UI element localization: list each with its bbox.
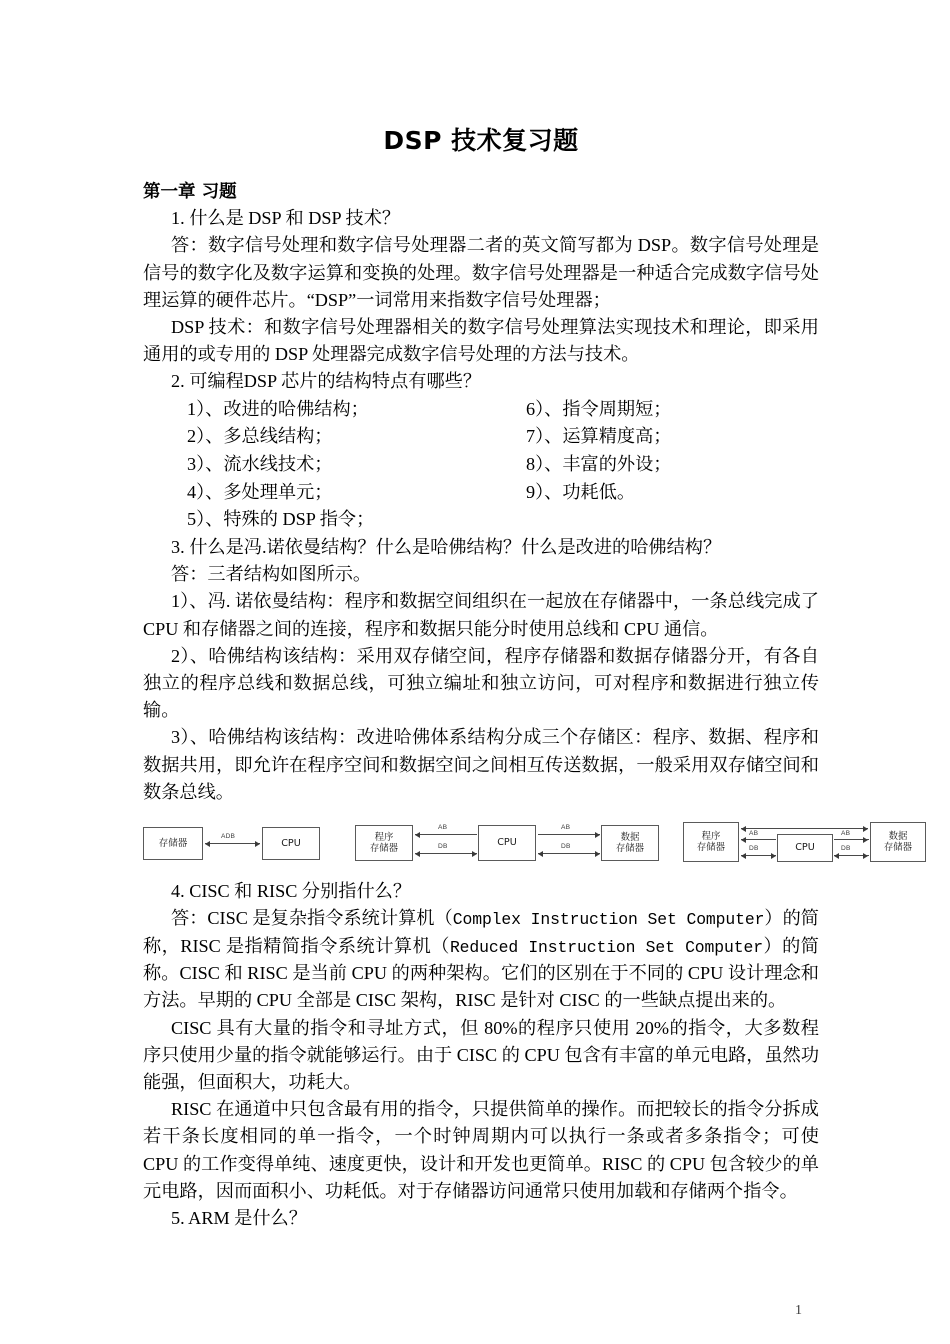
q4-answer-part2: ）的简称，RISC 是指精简指令系统计算机（ <box>143 908 819 956</box>
question-3-item-3: 3）、哈佛结构该结构：改进哈佛体系结构分成三个存储区：程序、数据、程序和数据共用，即允许在程序空间和数据空间之间相互传送数据，一般采用双存储空间和数条总线。 <box>143 727 819 802</box>
arrow-right-icon <box>863 826 868 832</box>
bus-line <box>205 843 260 844</box>
list-item: 9）、功耗低。 <box>526 481 636 502</box>
question-3-prompt: 3. 什么是冯.诺依曼结构？什么是哈佛结构？什么是改进的哈佛结构？ <box>171 536 722 557</box>
arrow-left-icon <box>415 832 420 838</box>
db-bus-line-right <box>538 853 600 854</box>
figure-von-neumann-architecture <box>143 814 308 860</box>
ab-bus-line-left <box>415 834 477 835</box>
memory-block: 存储器 <box>143 827 203 860</box>
data-memory-label-line1: 数据 <box>888 830 908 842</box>
question-1-answer-paragraph-1: 答：数字信号处理和数字信号处理器二者的英文简写都为 DSP。数字信号处理是信号的数字化及数字运算和变换的处理。数字信号处理器是一种适合完成数字信号处理运算的硬件芯片。“DSP”一词常用来指数字信号处理器； <box>143 235 819 310</box>
arrow-right-icon <box>255 841 260 847</box>
q4-cisc-expansion: Complex Instruction Set Computer <box>452 910 765 930</box>
cpu-block: CPU <box>478 825 536 861</box>
arrow-left-icon <box>205 841 210 847</box>
bus-label-db-left: DB <box>749 844 759 852</box>
list-item: 3）、流水线技术； <box>187 453 333 474</box>
bus-label-db-left: DB <box>438 842 448 850</box>
question-4-answer-paragraph-2: CISC 具有大量的指令和寻址方式，但 80%的程序只使用 20%的指令，大多数程序只使用少量的指令就能够运行。由于 CISC 的 CPU 包含有丰富的单元电路，虽然功能强，但面积大，功耗大。 <box>143 1017 820 1093</box>
question-4-answer-paragraph-1 <box>143 905 819 1014</box>
program-memory-label-line2: 存储器 <box>696 841 726 853</box>
question-3-item-2: 2）、哈佛结构该结构：采用双存储空间，程序存储器和数据存储器分开，有各自独立的程序总线和数据总线，可独立编址和独立访问，可对程序和数据进行独立传输。 <box>143 645 819 721</box>
q4-risc-expansion: Reduced Instruction Set Computer <box>449 937 763 957</box>
arrow-left-icon <box>834 853 839 859</box>
arrow-right-icon <box>863 853 868 859</box>
arrow-right-icon <box>595 832 600 838</box>
list-item: 5）、特殊的 DSP 指令； <box>187 509 375 530</box>
question-5-prompt: 5. ARM 是什么？ <box>171 1208 307 1229</box>
list-item: 6）、指令周期短； <box>526 398 672 419</box>
data-memory-label-line2: 存储器 <box>615 842 645 854</box>
architecture-diagrams <box>143 814 913 872</box>
question-4-answer-paragraph-3: RISC 在通道中只包含最有用的指令，只提供简单的操作。而把较长的指令分拆成若干条长度相同的单一指令，一个时钟周期内可以执行一条或者多条指令；可使 CPU 的工作变得单纯、速度更快，设计和开发也更简单。RISC 的 CPU 包含较少的单元电路，因而面积小、功耗低。对于存储器访问通常只使用加载和存储两个指令。 <box>143 1099 819 1201</box>
question-4-prompt: 4. CISC 和 RISC 分别指什么？ <box>171 880 412 901</box>
arrow-right-icon <box>863 837 868 843</box>
bus-label-ab-left: AB <box>438 823 448 831</box>
db-bus-line-left <box>415 853 477 854</box>
arrow-left-icon <box>741 853 746 859</box>
q4-answer-part3: ）的简称。CISC 和 RISC 是当前 CPU 的两种架构。它们的区别在于不同的 CPU 设计理念和方法。早期的 CPU 全部是 CISC 架构，RISC 是针对 CISC 的一些缺点提出来的。 <box>143 935 819 1011</box>
program-memory-label-line1: 程序 <box>374 831 394 843</box>
bus-label-ab-right: AB <box>841 829 851 837</box>
bus-label-ab-right: AB <box>561 823 571 831</box>
feature-list-column-left <box>143 396 513 534</box>
arrow-right-icon <box>472 851 477 857</box>
bus-label-db-right: DB <box>561 842 571 850</box>
feature-list-column-right <box>513 396 813 507</box>
figure-harvard-architecture <box>355 814 645 860</box>
program-memory-label-line1: 程序 <box>701 830 721 842</box>
list-item: 1）、改进的哈佛结构； <box>187 398 369 419</box>
q4-answer-part1: 答：CISC 是复杂指令系统计算机（ <box>171 908 453 929</box>
shared-bus-line <box>741 828 868 829</box>
program-memory-label-line2: 存储器 <box>369 842 399 854</box>
list-item: 4）、多处理单元； <box>187 481 333 502</box>
program-memory-block <box>355 825 413 861</box>
list-item: 2）、多总线结构； <box>187 426 333 447</box>
ab-bus-line-right <box>538 834 600 835</box>
arrow-right-icon <box>771 853 776 859</box>
arrow-left-icon <box>415 851 420 857</box>
program-memory-block <box>683 822 739 862</box>
data-memory-block <box>870 822 926 862</box>
bus-label-adb: ADB <box>221 832 236 840</box>
page-title: DSP 技术复习题 <box>383 126 579 155</box>
arrow-left-icon <box>741 837 746 843</box>
question-2-prompt: 2. 可编程DSP 芯片的结构特点有哪些？ <box>171 371 482 392</box>
figure-modified-harvard-architecture <box>683 814 923 864</box>
chapter-heading: 第一章 习题 <box>143 182 237 202</box>
data-memory-label-line2: 存储器 <box>883 841 913 853</box>
arrow-right-icon <box>595 851 600 857</box>
page-content <box>143 0 913 1232</box>
list-item: 8）、丰富的外设； <box>526 453 672 474</box>
question-2-feature-list <box>143 396 819 534</box>
data-memory-label-line1: 数据 <box>620 831 640 843</box>
question-3-item-1: 1）、冯. 诺依曼结构：程序和数据空间组织在一起放在存储器中，一条总线完成了 CPU 和存储器之间的连接，程序和数据只能分时使用总线和 CPU 通信。 <box>143 591 819 639</box>
bus-label-db-right: DB <box>841 844 851 852</box>
ab-bus-line-left <box>741 839 776 840</box>
arrow-left-icon <box>741 826 746 832</box>
cpu-block: CPU <box>262 827 320 860</box>
question-1-answer-paragraph-2: DSP 技术：和数字信号处理器相关的数字信号处理算法实现技术和理论，即采用通用的或专用的 DSP 处理器完成数字信号处理的方法与技术。 <box>143 317 819 365</box>
list-item: 7）、运算精度高； <box>526 426 672 447</box>
data-memory-block <box>601 825 659 861</box>
question-3-answer-intro: 答：三者结构如图所示。 <box>171 564 372 585</box>
cpu-block: CPU <box>777 834 833 862</box>
arrow-left-icon <box>538 851 543 857</box>
page-number: 1 <box>795 1303 802 1318</box>
question-1-prompt: 1. 什么是 DSP 和 DSP 技术？ <box>171 208 401 229</box>
bus-label-ab-left: AB <box>749 829 759 837</box>
